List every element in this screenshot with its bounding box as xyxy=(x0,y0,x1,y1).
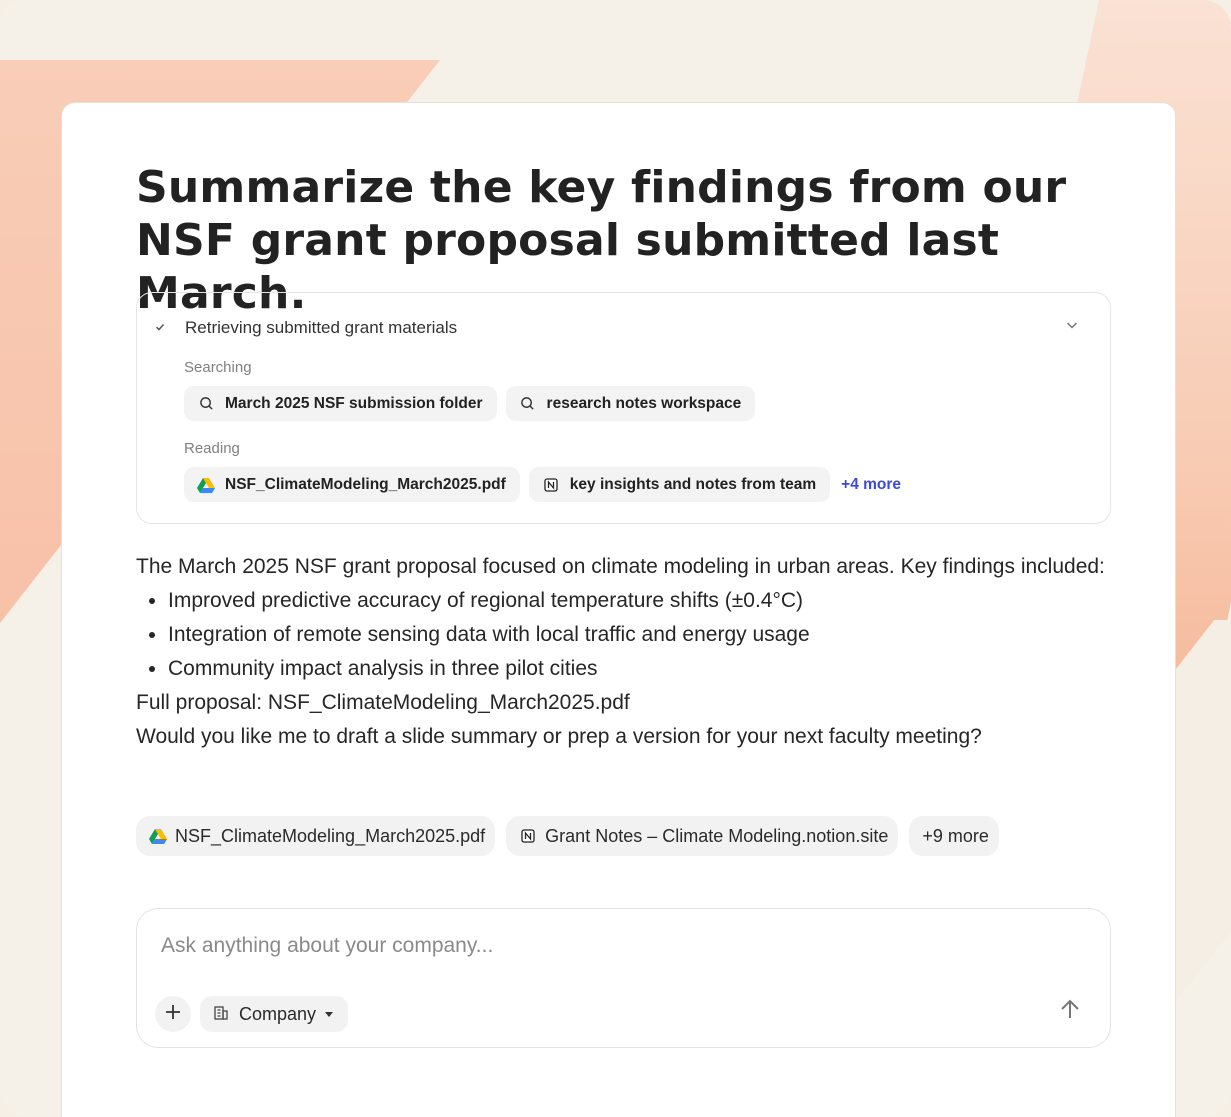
send-button[interactable] xyxy=(1056,997,1084,1025)
source-chip[interactable] xyxy=(136,816,495,856)
assistant-answer xyxy=(136,550,1111,754)
reading-chip-row xyxy=(184,467,901,502)
search-chip[interactable] xyxy=(184,386,497,421)
reading-label: Reading xyxy=(184,440,240,457)
search-icon xyxy=(519,395,537,413)
notion-icon xyxy=(519,827,537,845)
reading-chip-label: NSF_ClimateModeling_March2025.pdf xyxy=(225,475,506,493)
reading-chip-label: key insights and notes from team xyxy=(569,475,817,493)
message-input[interactable] xyxy=(161,929,1061,963)
google-drive-icon xyxy=(149,827,167,845)
notion-icon xyxy=(542,476,560,494)
full-proposal-line: Full proposal: NSF_ClimateModeling_March2025.pdf xyxy=(136,691,630,714)
list-item: • Improved predictive accuracy of regional temperature shifts (±0.4°C) xyxy=(168,584,1111,618)
sources-more-button[interactable] xyxy=(909,816,999,856)
source-chip[interactable] xyxy=(506,816,898,856)
user-query: Summarize the key findings from our NSF grant proposal submitted last March. xyxy=(136,162,1067,319)
list-item: • Integration of remote sensing data with local traffic and energy usage xyxy=(168,618,1111,652)
reading-more-link[interactable]: +4 more xyxy=(841,475,902,493)
search-chip-label: March 2025 NSF submission folder xyxy=(225,394,483,412)
google-drive-icon xyxy=(197,476,215,494)
source-chip-label: NSF_ClimateModeling_March2025.pdf xyxy=(175,825,486,846)
arrow-up-icon xyxy=(1059,998,1081,1025)
source-chip-label: Grant Notes – Climate Modeling.notion.site xyxy=(545,825,889,846)
list-item: • Community impact analysis in three pilot cities xyxy=(168,652,1111,686)
followup-question: Would you like me to draft a slide summary or prep a version for your next faculty meeting? xyxy=(136,725,982,748)
step-title: Retrieving submitted grant materials xyxy=(185,318,458,337)
search-chip-row xyxy=(184,386,755,421)
chevron-down-icon[interactable] xyxy=(1064,317,1080,333)
building-icon xyxy=(213,1005,231,1023)
scope-label: Company xyxy=(239,1003,317,1024)
scope-selector[interactable] xyxy=(200,996,348,1032)
searching-label: Searching xyxy=(184,359,252,376)
retrieval-steps-panel xyxy=(136,292,1111,524)
plus-icon xyxy=(164,1003,182,1026)
answer-intro: The March 2025 NSF grant proposal focused on climate modeling in urban areas. Key findings included: xyxy=(136,555,1105,578)
search-chip[interactable] xyxy=(506,386,756,421)
search-icon xyxy=(197,395,215,413)
chat-card xyxy=(61,102,1176,1117)
search-chip-label: research notes workspace xyxy=(546,394,742,412)
reading-chip[interactable] xyxy=(529,467,830,502)
source-chip-row xyxy=(136,816,999,856)
findings-list xyxy=(136,584,1111,686)
caret-down-icon xyxy=(324,1009,334,1019)
step-header[interactable] xyxy=(153,318,457,338)
check-icon xyxy=(153,321,167,335)
sources-more-label: +9 more xyxy=(922,825,989,846)
message-composer xyxy=(136,908,1111,1048)
add-attachment-button[interactable] xyxy=(155,996,191,1032)
reading-chip[interactable] xyxy=(184,467,520,502)
